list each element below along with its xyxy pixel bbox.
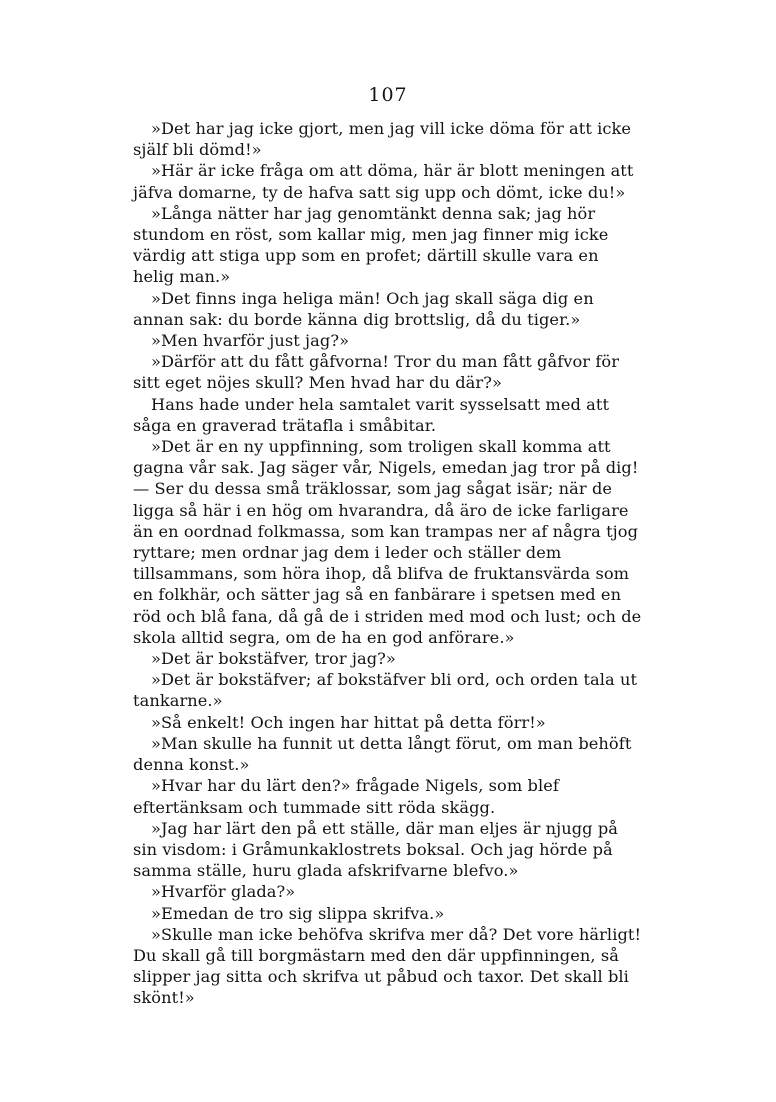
paragraph: »Därför att du fått gåfvorna! Tror du man fått gåfvor för sitt eget nöjes skull? Men hvad har du där?» (133, 352, 620, 393)
paragraph: »Det har jag icke gjort, men jag vill icke döma för att icke själf bli dömd!» (133, 119, 632, 160)
paragraph: »Jag har lärt den på ett ställe, där man eljes är njugg på sin visdom: i Gråmunkaklostrets boksal. Och jag hörde på samma ställe, huru glada afskrifvarne blefvo.» (133, 818, 619, 881)
paragraph: »Det finns inga heliga män! Och jag skall säga dig en annan sak: du borde känna dig brottslig, då du tiger.» (133, 288, 594, 329)
paragraph: »Långa nätter har jag genomtänkt denna sak; jag hör stundom en röst, som kallar mig, men jag finner mig icke värdig att stiga upp som en profet; därtill skulle vara en helig man.» (133, 203, 609, 287)
paragraph: »Hvar har du lärt den?» frågade Nigels, som blef eftertänksam och tummade sitt röda skägg. (133, 776, 559, 817)
paragraph: »Det är bokstäfver; af bokstäfver bli ord, och orden tala ut tankarne.» (133, 670, 638, 711)
paragraph: »Så enkelt! Och ingen har hittat på detta förr!» (151, 712, 546, 732)
paragraph: »Här är icke fråga om att döma, här är blott meningen att jäfva domarne, ty de hafva satt sig upp och dömt, icke du!» (133, 161, 634, 202)
paragraph: Hans hade under hela samtalet varit sysselsatt med att såga en graverad trätafla i småbitar. (133, 394, 610, 435)
paragraph: »Men hvarför just jag?» (151, 331, 350, 351)
body-text (133, 118, 643, 1009)
paragraph: »Det är bokstäfver, tror jag?» (151, 649, 396, 669)
paragraph: »Det är en ny uppfinning, som troligen skall komma att gagna vår sak. Jag säger vår, Nigels, emedan jag tror på dig! — Ser du dessa små träklossar, som jag sågat isär; när de ligga så här i en hög om hvarandra, då äro de icke farligare än en oordnad folkmassa, som kan trampas ner af några tjog ryttare; men ordnar jag dem i leder och ställer dem tillsammans, som höra ihop, då blifva de fruktansvärda som en folkhär, och sätter jag så en fanbärare i spetsen med en röd och blå fana, då gå de i striden med mod och lust; och de skola alltid segra, om de ha en god anförare.» (133, 437, 642, 647)
paragraph: »Hvarför glada?» (151, 882, 296, 902)
page-number: 107 (368, 84, 408, 106)
paragraph: »Man skulle ha funnit ut detta långt förut, om man behöft denna konst.» (133, 733, 632, 775)
paragraph: »Skulle man icke behöfva skrifva mer då? Det vore härligt! Du skall gå till borgmästarn med den där uppfinningen, så slipper jag sitta och skrifva ut påbud och taxor. Det skall bli skönt!» (133, 924, 642, 1008)
paragraph: »Emedan de tro sig slippa skrifva.» (151, 903, 445, 923)
